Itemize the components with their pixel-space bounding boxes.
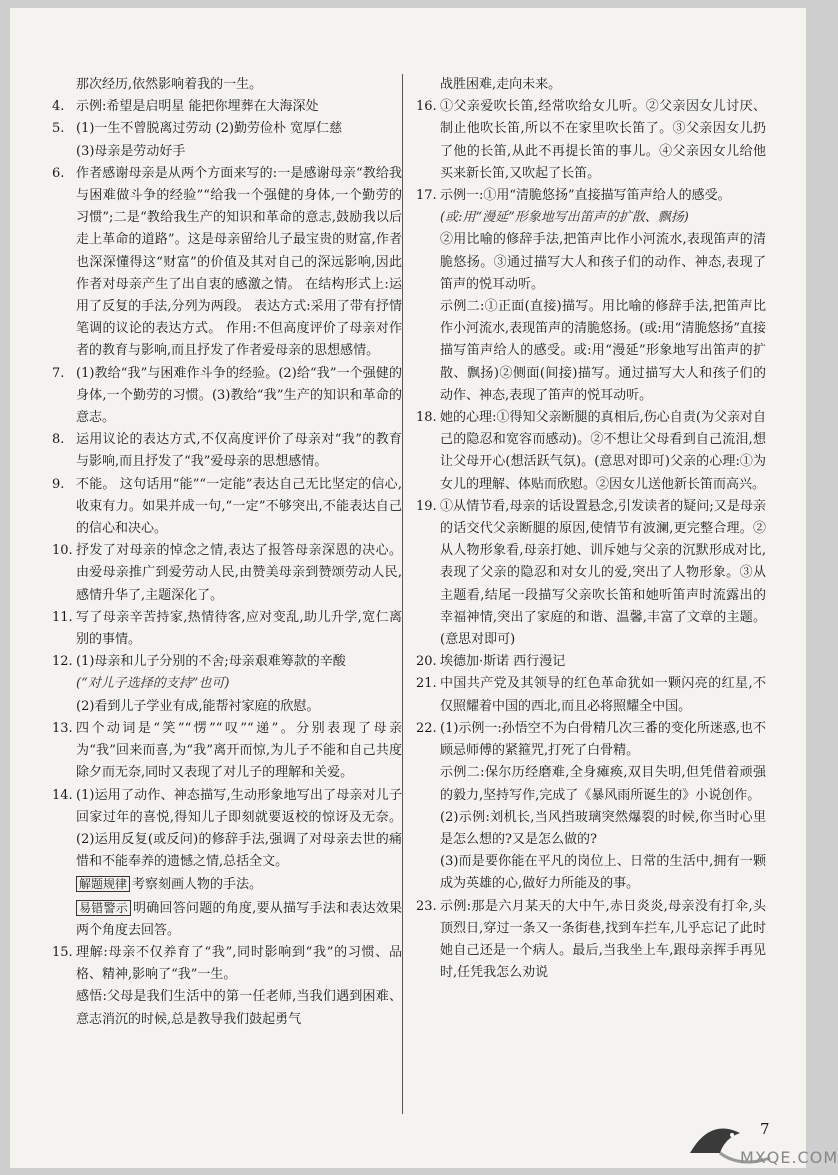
answer-text: (1)一生不曾脱离过劳动 (2)勤劳俭朴 宽厚仁慈 [76, 121, 343, 137]
answer-item [52, 785, 402, 942]
answer-item [416, 673, 766, 717]
answer-item [416, 96, 766, 185]
answer-note: (或:用“漫延”形象地写出笛声的扩散、飘扬) [440, 210, 689, 226]
answer-item [416, 896, 766, 985]
left-column [52, 74, 402, 1031]
answer-text: 示例二:①正面(直接)描写。用比喻的修辞手法,把笛声比作小河流水,表现笛声的清脆悠扬。(或:用“清脆悠扬”直接描写笛声给人的感受。或:用“漫延”形象地写出笛声的扩散、飘扬)②侧面(间接)描写。通过描写大人和孩子们的动作、神态,表现了笛声的悦耳动听。 [440, 299, 766, 403]
answer-number: 7. [52, 365, 65, 381]
answer-text: 运用议论的表达方式,不仅高度评价了母亲对“我”的教育与影响,而且抒发了“我”爱母亲的思想感情。 [76, 432, 402, 470]
answer-item [52, 163, 402, 363]
answer-item [52, 363, 402, 430]
answer-text: ②用比喻的修辞手法,把笛声比作小河流水,表现笛声的清脆悠扬。③通过描写大人和孩子们的动作、神态,表现了笛声的悦耳动听。 [440, 232, 766, 292]
answer-item [416, 496, 766, 651]
answer-text: (1)示例一:孙悟空不为白骨精几次三番的变化所迷惑,也不顾忌师傅的紧箍咒,打死了白骨精。 [440, 720, 766, 759]
answer-item [52, 540, 402, 607]
answer-number: 6. [52, 165, 65, 181]
answer-number: 20. [416, 654, 437, 670]
answer-item [52, 118, 402, 162]
answer-number: 18. [416, 410, 437, 426]
answer-text: 她的心理:①得知父亲断腿的真相后,伤心自责(为父亲对自己的隐忍和宽容而感动)。②不想让父母看到自己流泪,想让父母开心(想活跃气氛)。(意思对即可)父亲的心理:①为女儿的理解、体贴而欣慰。②因女儿送他新长笛而高兴。 [440, 410, 766, 492]
answer-text: 抒发了对母亲的悼念之情,表达了报答母亲深恩的决心。由爱母亲推广到爱劳动人民,由赞美母亲到赞颂劳动人民,感情升华了,主题深化了。 [76, 543, 402, 603]
answer-text: (2)示例:刘机长,当风挡玻璃突然爆裂的时候,你当时心里是怎么想的?又是怎么做的? [440, 809, 766, 847]
answer-number: 12. [52, 654, 73, 670]
answer-text: (3)母亲是劳动好手 [76, 143, 186, 159]
answer-text: 感悟:父母是我们生活中的第一任老师,当我们遇到困难、意志消沉的时候,总是教导我们鼓起勇气 [76, 989, 402, 1027]
answer-text: 不能。 这句话用“能”“一定能”表达自己无比坚定的信心,收束有力。如果并成一句,“一定”不够突出,不能表达自己的信心和决心。 [76, 476, 402, 537]
answer-number: 17. [416, 188, 437, 204]
answer-text: ①父亲爱吹长笛,经常吹给女儿听。②父亲因女儿讨厌、制止他吹长笛,所以不在家里吹长笛了。③父亲因女儿扔了他的长笛,从此不再提长笛的事儿。④父亲因女儿给他买来新长笛,又吹起了长笛。 [440, 99, 766, 181]
answer-number: 22. [416, 720, 437, 736]
answer-text: (1)母亲和儿子分别的不舍;母亲艰难筹款的辛酸 [76, 654, 346, 670]
answer-note: (“对儿子选择的支持”也可) [76, 676, 230, 692]
answer-text: 四个动词是“笑”“愣”“叹”“递”。分别表现了母亲为“我”回来而喜,为“我”离开而惊,为儿子不能和自己共度除夕而无奈,同时又表现了对儿子的理解和关爱。 [76, 720, 402, 781]
column-divider [402, 74, 403, 1114]
answer-number: 8. [52, 432, 65, 448]
answer-text: 示例二:保尔历经磨难,全身瘫痪,双目失明,但凭借着顽强的毅力,坚持写作,完成了《暴风雨所诞生的》小说创作。 [440, 765, 766, 803]
answer-text: 示例:那是六月某天的大中午,赤日炎炎,母亲没有打伞,头顶烈日,穿过一条又一条街巷,找到车拦车,儿乎忘记了此时她自己还是一个病人。最后,当我坐上车,跟母亲挥手再见时,任凭我怎么劝说 [440, 898, 766, 981]
answer-text: (1)教给“我”与困难作斗争的经验。(2)给“我”一个强健的身体,一个勤劳的习惯。(3)教给“我”生产的知识和革命的意志。 [76, 365, 402, 426]
answer-number: 15. [52, 944, 73, 960]
answer-page [10, 8, 838, 1168]
answer-number: 5. [52, 121, 65, 137]
answer-text: (2)看到儿子学业有成,能帮衬家庭的欣慰。 [76, 698, 320, 714]
answer-item [52, 474, 402, 541]
rule-line [76, 873, 402, 896]
answer-item [52, 429, 402, 473]
warn-line [76, 897, 402, 942]
answer-number: 23. [416, 898, 437, 914]
answer-number: 10. [52, 543, 73, 559]
answer-number: 16. [416, 99, 437, 115]
answer-number: 4. [52, 99, 65, 115]
answer-text: 战胜困难,走向未来。 [440, 77, 562, 92]
answer-number: 9. [52, 476, 65, 492]
answer-item [52, 96, 402, 118]
answer-item [416, 651, 766, 673]
warn-text: 明确回答问题的角度,要从描写手法和表达效果两个角度去回答。 [76, 900, 402, 938]
answer-text: 理解:母亲不仅养育了“我”,同时影响到“我”的习惯、品格、精神,影响了“我”一生。 [76, 944, 402, 983]
answer-text: 埃德加·斯诺 西行漫记 [440, 654, 566, 670]
answer-text: 作者感谢母亲是从两个方面来写的:一是感谢母亲“教给我与困难做斗争的经验”“给我一个强健的身体,一个勤劳的习惯”;二是“教给我生产的知识和革命的意志,鼓励我以后走上革命的道路”。这是母亲留给儿子最宝贵的财富,作者也深深懂得这“财富”的价值及其对自己的深远影响,因此作者对母亲产生了出自衷的感激之情。 在结构形式上:运用了反复的手法,分列为两段。 表达方式:采用了带有抒情笔调的议论的表达方式。 作用:不但高度评价了母亲对作者的教育与影响,而且抒发了作者爱母亲的思想感情。 [76, 165, 402, 359]
rule-text: 考察刻画人物的手法。 [132, 877, 263, 893]
answer-text: 中国共产党及其领导的红色革命犹如一颗闪亮的红星,不仅照耀着中国的西北,而且必将照耀全中国。 [440, 676, 766, 714]
answer-item [416, 407, 766, 496]
answer-text: 写了母亲辛苦持家,热情待客,应对变乱,助儿升学,宽仁离别的事情。 [76, 609, 402, 648]
answer-text: 那次经历,依然影响着我的一生。 [76, 77, 263, 92]
answer-number: 21. [416, 676, 437, 692]
answer-item [416, 718, 766, 896]
answer-text: (3)而是要你能在平凡的岗位上、日常的生活中,拥有一颗成为英雄的心,做好力所能及的事。 [440, 854, 766, 892]
answer-number: 13. [52, 720, 73, 736]
answer-text: ①从情节看,母亲的话设置悬念,引发读者的疑问;又是母亲的话交代父亲断腿的原因,使情节有波澜,更完整合理。②从人物形象看,母亲打她、训斥她与父亲的沉默形成对比,表现了父亲的隐忍和对女儿的爱,突出了人物形象。③从主题看,结尾一段描写父亲吹长笛和她听笛声时流露出的幸福神情,突出了家庭的和谐、温馨,丰富了文章的主题。(意思对即可) [440, 498, 766, 648]
answer-text: 示例一:①用“清脆悠扬”直接描写笛声给人的感受。 [440, 188, 731, 204]
answer-number: 14. [52, 787, 73, 803]
warn-tag: 易错警示 [76, 900, 131, 916]
answer-number: 11. [52, 609, 73, 625]
watermark-text: MXQE.COM [740, 1148, 838, 1167]
right-column [416, 74, 766, 984]
answer-item [52, 607, 402, 651]
answer-text: 示例:希望是启明星 能把你埋葬在大海深处 [76, 99, 319, 115]
rule-tag: 解题规律 [76, 876, 130, 892]
answer-item [52, 74, 402, 96]
answer-item [52, 942, 402, 1031]
answer-text: (1)运用了动作、神态描写,生动形象地写出了母亲对儿子回家过年的喜悦,得知儿子即刻就要返校的惊讶及无奈。(2)运用反复(或反问)的修辞手法,强调了对母亲去世的痛惜和不能奉养的遗憾之情,总括全文。 [76, 787, 402, 870]
answer-item [52, 651, 402, 718]
answer-item [416, 185, 766, 296]
answer-item [416, 296, 766, 407]
answer-item [416, 74, 766, 96]
answer-number: 19. [416, 498, 437, 514]
answer-item [52, 718, 402, 785]
page-number: 7 [760, 1120, 770, 1138]
